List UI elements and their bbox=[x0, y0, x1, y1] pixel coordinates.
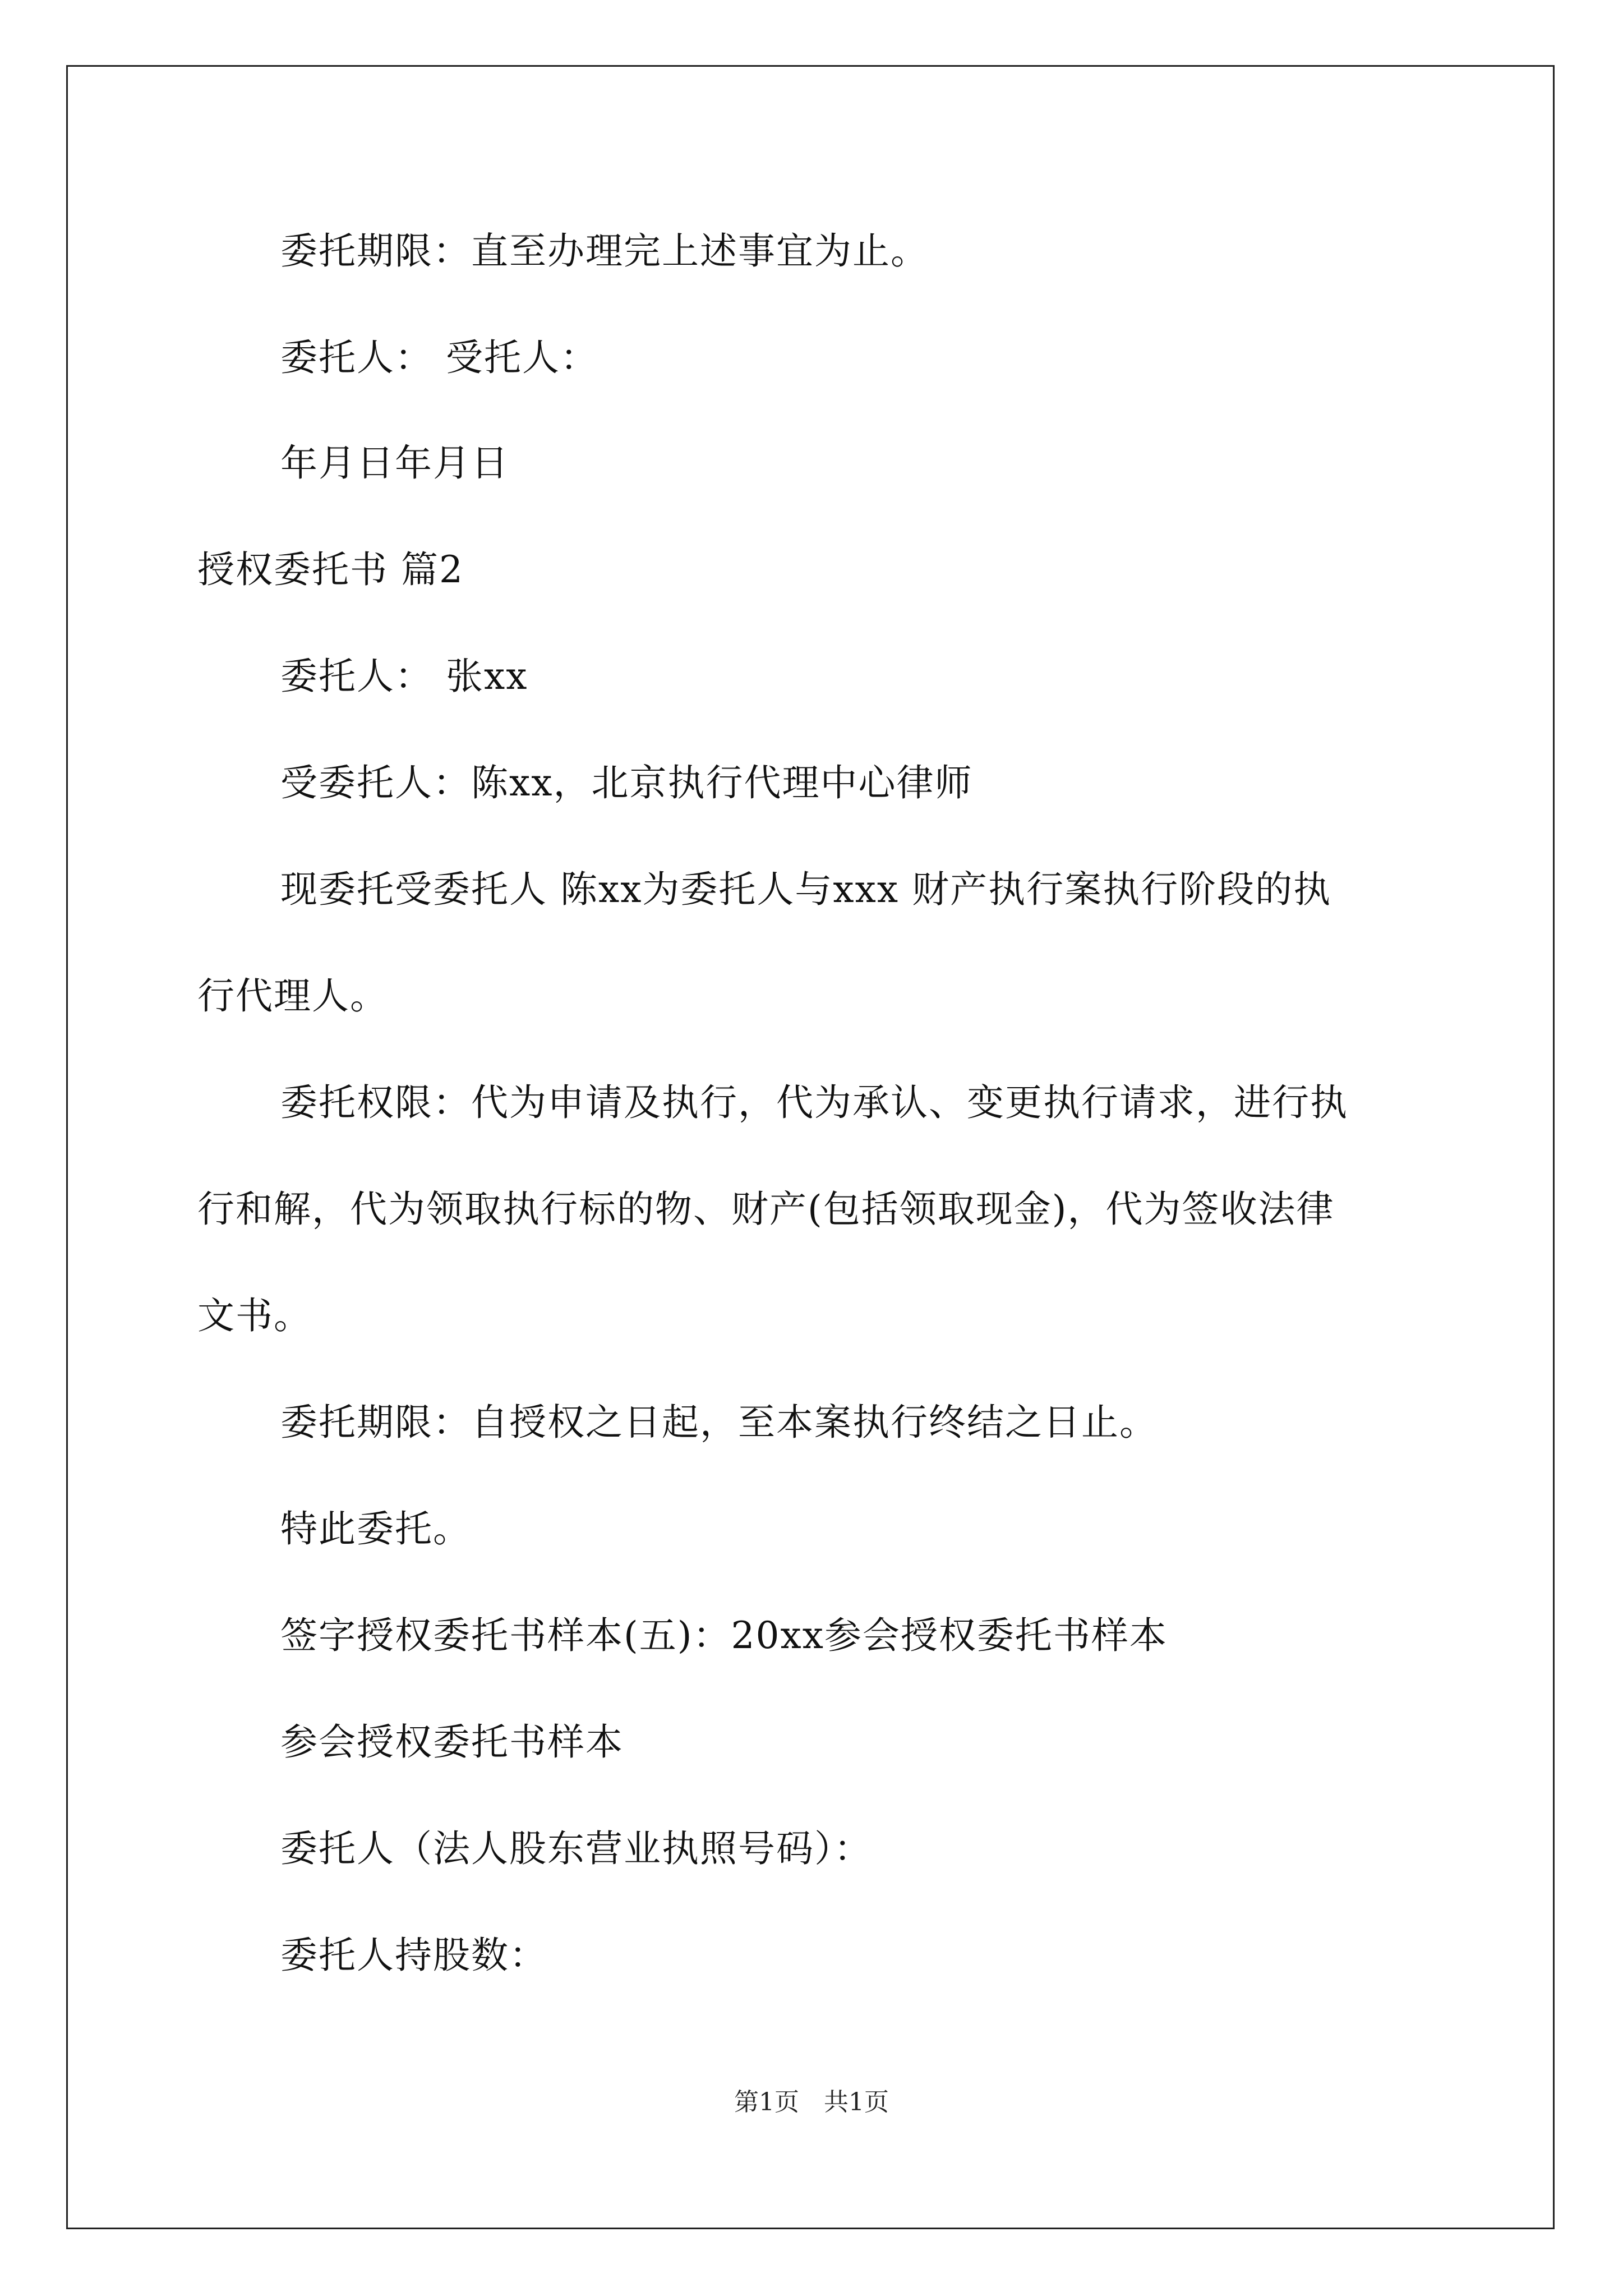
paragraph-line: 委托期限：自授权之日起，至本案执行终结之日止。 bbox=[280, 1401, 1158, 1444]
page-border bbox=[66, 65, 1555, 2229]
paragraph-line: 年月日年月日 bbox=[280, 441, 509, 485]
paragraph-line: 现委托受委托人 陈xx为委托人与xxx 财产执行案执行阶段的执 bbox=[280, 868, 1332, 911]
paragraph-line: 委托期限：直至办理完上述事宜为止。 bbox=[280, 229, 929, 273]
paragraph-line: 委托人持股数： bbox=[280, 1934, 547, 1977]
paragraph-line: 委托人： 张xx bbox=[280, 655, 528, 698]
paragraph-line: 签字授权委托书样本(五)：20xx参会授权委托书样本 bbox=[280, 1614, 1168, 1657]
paragraph-line: 参会授权委托书样本 bbox=[280, 1720, 624, 1764]
paragraph-line: 行和解，代为领取执行标的物、财产(包括领取现金)，代为签收法律 bbox=[197, 1188, 1335, 1231]
paragraph-line: 文书。 bbox=[197, 1294, 312, 1337]
paragraph-line: 委托人： 受托人： bbox=[280, 336, 598, 379]
paragraph-line: 委托权限：代为申请及执行，代为承认、变更执行请求，进行执 bbox=[280, 1081, 1348, 1124]
section-heading: 授权委托书 篇2 bbox=[197, 548, 464, 591]
paragraph-line: 行代理人。 bbox=[197, 974, 388, 1018]
page-number: 第1页 共1页 bbox=[734, 2088, 889, 2116]
paragraph-line: 受委托人：陈xx，北京执行代理中心律师 bbox=[280, 761, 973, 804]
paragraph-line: 委托人（法人股东营业执照号码）： bbox=[280, 1827, 872, 1870]
paragraph-line: 特此委托。 bbox=[280, 1507, 471, 1550]
